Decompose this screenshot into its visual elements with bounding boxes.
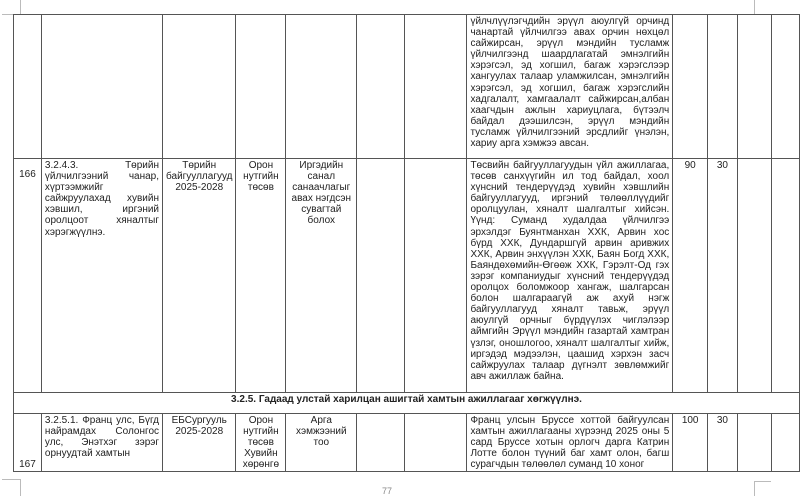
cell-score	[737, 15, 771, 159]
cell-target	[405, 15, 467, 159]
cell-funding	[236, 15, 286, 159]
cell-score: 90	[673, 159, 708, 393]
cell-indicator	[286, 15, 357, 159]
cell-score	[772, 414, 800, 472]
plan-table	[13, 14, 800, 472]
cell-indicator: Арга хэмжээний тоо	[286, 414, 357, 472]
cell-baseline	[357, 15, 405, 159]
cell-activity: 3.2.5.1. Франц улс, Бүгд найрамдах Солонгос улс, Энэтхэг зэрэг орнуудтай хамтын	[41, 414, 162, 472]
cell-baseline	[357, 159, 405, 393]
cell-number: 166	[14, 159, 42, 393]
cell-responsible: Төрийн байгууллагууд 2025-2028	[163, 159, 236, 393]
cell-activity: 3.2.4.3. Төрийн үйлчилгээний чанар, хүртээмжийг сайжруулахад хувийн хэвшил, иргэний оролцоот хяналтыг хэрэгжүүлнэ.	[41, 159, 162, 393]
cell-score: 30	[708, 414, 738, 472]
cell-result-text: Франц улсын Бруссе хоттой байгуулсан хамтын ажиллагааны хүрээнд 2025 оны 5 сард Бруссе хотын орлогч дарга Катрин Лотте болон түүний баг хамт олон, багш сурагчдын төлөөлөл суманд 10 хоног	[467, 414, 673, 472]
cell-responsible: ЕБСургууль 2025-2028	[163, 414, 236, 472]
cell-baseline	[357, 414, 405, 472]
cell-score	[772, 159, 800, 393]
cell-score: 100	[673, 414, 708, 472]
cell-score	[673, 15, 708, 159]
cell-result-text: үйлчлүүлэгчдийн эрүүл аюулгүй орчинд чанартай үйлчилгээ авах орчин нөхцөл сайжирсан, эрүүл мэндийн тусламж үйлчилгээнд шаардлагатай эмнэлгийн хэрэгсэл, эд хогшил, багаж хэрэгслээр хангуулах талаар уламжилсан, эмнэлгийн хэрэгсэл, эд хогшил, багаж хэрэгслийн хадгалалт, хамгаалалт сайжирсан,албан хаагчдын ажлын хариуцлага, бүтээлч байдал дээшилсэн, эрүүл мэндийн тусламж үйлчилгээний эрсдлийг үнэлэн, хариу арга хэмжээ авсан.	[467, 15, 673, 159]
section-heading-row	[14, 393, 800, 414]
cell-funding: Орон нутгийн төсөв Хувийн хөрөнгө	[236, 414, 286, 472]
margin-corner-mark	[754, 0, 771, 15]
table-row	[14, 414, 800, 472]
table-row	[14, 159, 800, 393]
cell-score: 30	[708, 159, 738, 393]
cell-result-text: Төсвийн байгууллагуудын үйл ажиллагаа, төсөв санхүүгийн ил тод байдал, хоол хүнсний тендерүүдэд хувийн хэвшлийн байгууллагууд, иргэний төлөөллүүдийг оролцуулан, хяналт шалгалтыг хийсэн. Үүнд: Суманд худалдаа үйлчилгээ эрхэлдэг Буянтманхан ХХК, Арвин хос бүрд ХХК, Дундаршгүй арвин аривжих ХХК, Арвин энхүүлэн ХХК, Баян Богд ХХК, Баяндөхөмийн-Өгөөж ХХК, Гэрэлт-Од гэх зэрэг компаниудыг хүнсний тендерүүдэд оролцох боломжоор хангаж, шалгарсан болон шалгараагүй аж ахуй нэгж байгууллагууд хяналт тавьж, эрүүл аюулгүй орчныг бүрдүүлэх чиглэлээр аймгийн Эрүүл мэндийн газартай хамтран үзлэг, оношлогоо, хяналт шалгалтыг хийж, иргэдэд мэдээлэн, цаашид хэрхэн засч сайжруулах талаар дүгнэлт зөвлөмжийг авч ажиллаж байна.	[467, 159, 673, 393]
cell-activity	[41, 15, 162, 159]
cell-indicator: Иргэдийн санал санаачлагыг авах нэгдсэн сувагтай болох	[286, 159, 357, 393]
cell-score	[737, 414, 771, 472]
cell-number: 167	[14, 414, 42, 472]
margin-corner-mark	[2, 0, 21, 15]
cell-responsible	[163, 15, 236, 159]
cell-score	[708, 15, 738, 159]
section-heading: 3.2.5. Гадаад улстай харилцан ашигтай хамтын ажиллагааг хөгжүүлнэ.	[14, 393, 800, 414]
cell-score	[772, 15, 800, 159]
cell-target	[405, 414, 467, 472]
margin-corner-mark	[2, 479, 21, 496]
cell-funding: Орон нутгийн төсөв	[236, 159, 286, 393]
cell-number	[14, 15, 42, 159]
cell-score	[737, 159, 771, 393]
table-row-continued	[14, 15, 800, 159]
margin-corner-mark	[754, 481, 771, 496]
cell-target	[405, 159, 467, 393]
page-number: 77	[382, 486, 393, 496]
